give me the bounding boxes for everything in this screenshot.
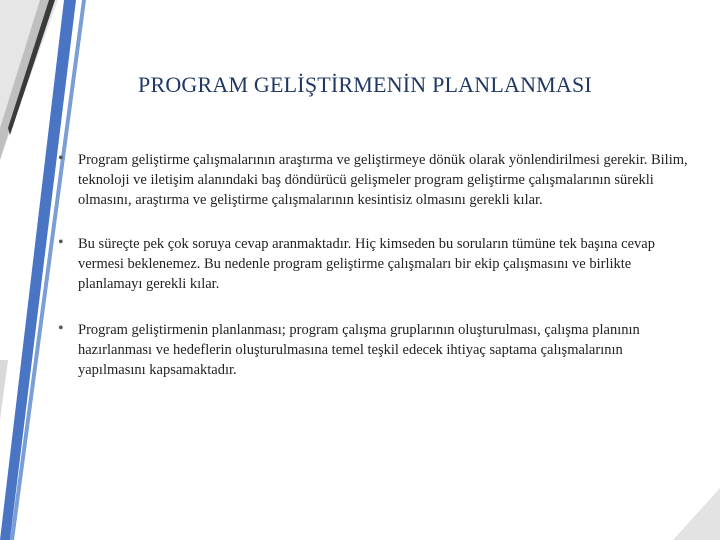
bullet-dot-icon: •	[58, 150, 64, 167]
corner-triangle	[673, 488, 720, 540]
bullet-item	[58, 234, 688, 294]
bullet-text: Bu süreçte pek çok soruya cevap aranmaktadır. Hiç kimseden bu soruların tümüne tek başına cevap vermesi beklenemez. Bu nedenle program geliştirme çalışmaları bir ekip çalışmasını ve birlikte planlamayı gerekli kılar.	[78, 236, 655, 292]
bullet-item	[58, 320, 688, 380]
bullet-text: Program geliştirmenin planlanması; program çalışma gruplarının oluşturulması, çalışma planının hazırlanması ve hedeflerin oluşturulmasına temel teşkil edecek ihtiyaç saptama çalışmalarının yapılmasını kapsamaktadır.	[78, 322, 640, 378]
bullet-item	[58, 150, 688, 210]
bullet-list	[58, 150, 688, 380]
slide-title: PROGRAM GELİŞTİRMENİN PLANLANMASI	[138, 72, 592, 97]
bullet-text: Program geliştirme çalışmalarının araştırma ve geliştirmeye dönük olarak yönlendirilmesi gerekir. Bilim, teknoloji ve iletişim alanındaki baş döndürücü gelişmeler program geliştirme çalışmalarının sürekli olmasını, araştırma ve geliştirme çalışmalarının kesintisiz olmasını gerekli kılar.	[78, 152, 688, 208]
lower-gray-stripe	[0, 360, 8, 420]
bullet-dot-icon: •	[58, 234, 64, 251]
bullet-dot-icon: •	[58, 320, 64, 337]
